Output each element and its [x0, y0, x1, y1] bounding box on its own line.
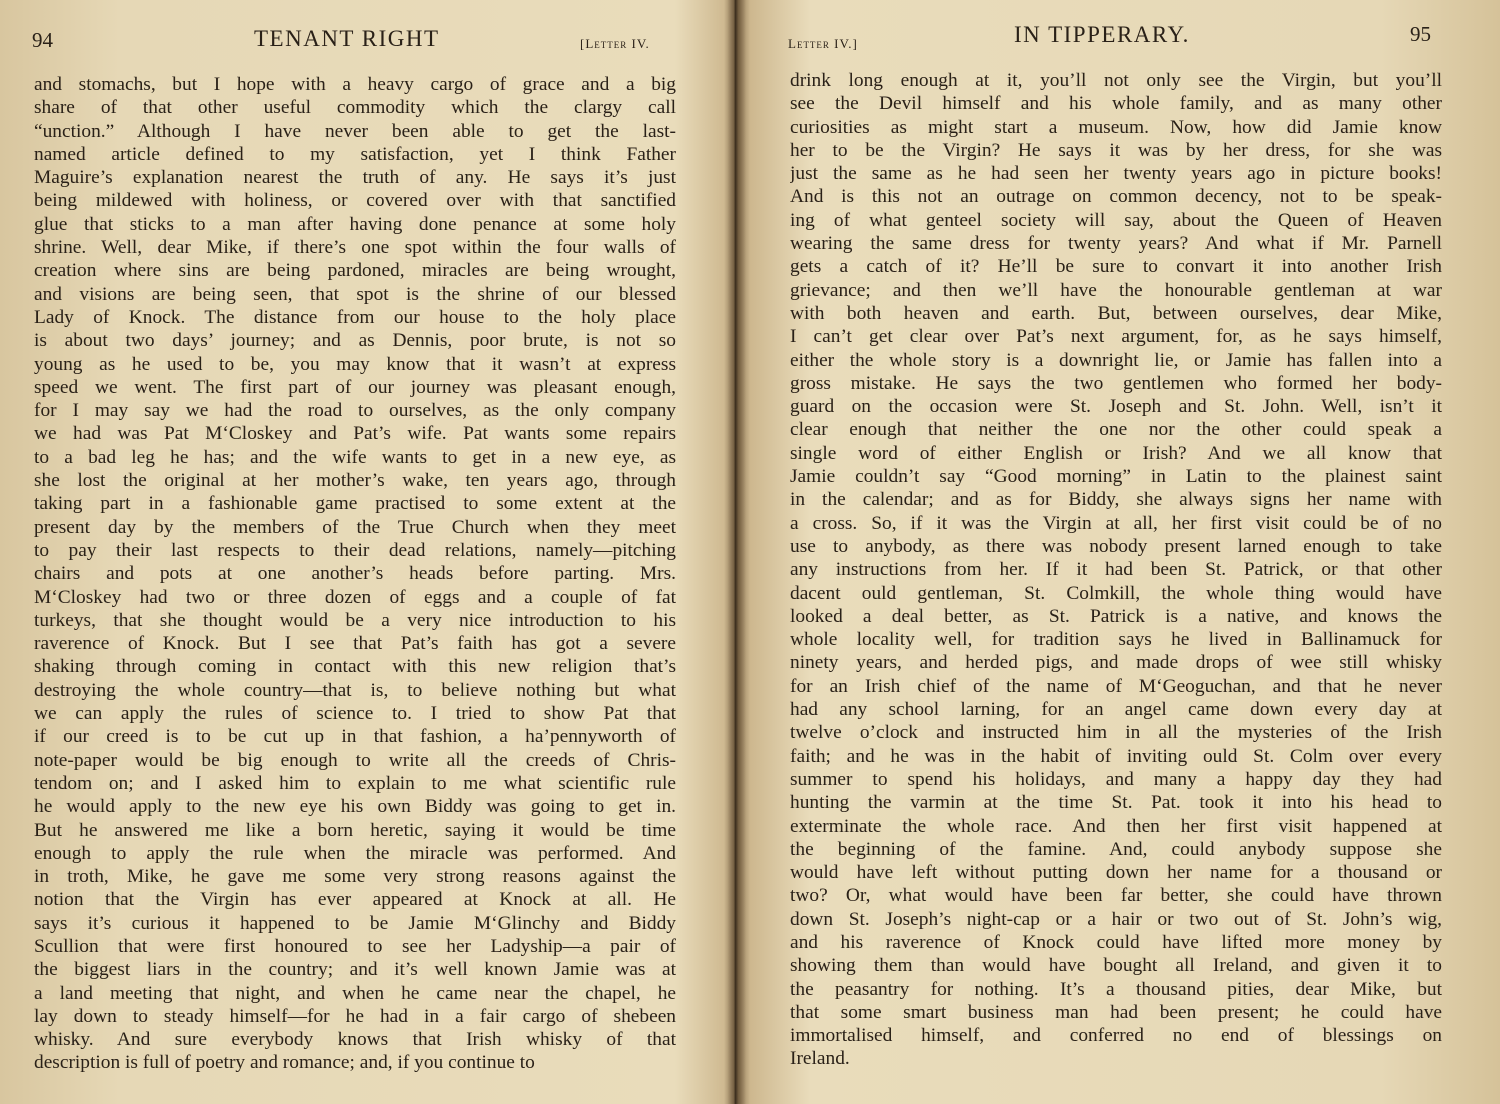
text-line: Maguire’s explanation nearest the truth of any. He says it’s just [34, 167, 676, 189]
text-line: either the whole story is a downright lie, or Jamie has fallen into a [790, 349, 1442, 371]
text-line: taking part in a fashionable game practised to some extent at the [34, 493, 676, 515]
text-line: curiosities as might start a museum. Now, how did Jamie know [790, 116, 1442, 138]
text-line: to pay their last respects to their dead relations, namely—pitching [34, 539, 676, 561]
text-line: showing them than would have bought all Ireland, and given it to [790, 955, 1442, 977]
text-line: in the calendar; and as for Biddy, she always signs her name with [790, 489, 1442, 511]
text-line: whole locality well, for tradition says he lived in Ballinamuck for [790, 629, 1442, 651]
right-page-body [790, 69, 1442, 1071]
text-line: note-paper would be big enough to write all the creeds of Chris- [34, 749, 676, 771]
left-page-body [34, 73, 676, 1075]
text-line: Scullion that were first honoured to see her Ladyship—a pair of [34, 935, 676, 957]
text-line: we had was Pat M‘Closkey and Pat’s wife. Pat wants some repairs [34, 423, 676, 445]
text-line: whisky. And sure everybody knows that Irish whisky of that [34, 1029, 676, 1051]
text-line: had any school larning, for an angel came down every day at [790, 699, 1442, 721]
text-line: a land meeting that night, and when he came near the chapel, he [34, 982, 676, 1004]
text-line: and visions are being seen, that spot is the shrine of our blessed [34, 283, 676, 305]
text-line: for an Irish chief of the name of M‘Geoguchan, and that he never [790, 675, 1442, 697]
text-line: turkeys, that she thought would be a very nice introduction to his [34, 609, 676, 631]
text-line: a cross. So, if it was the Virgin at all, her first visit could be of no [790, 512, 1442, 534]
text-line: drink long enough at it, you’ll not only see the Virgin, but you’ll [790, 70, 1442, 91]
text-line: with both heaven and earth. But, between ourselves, dear Mike, [790, 302, 1442, 324]
text-line: we can apply the rules of science to. I tried to show Pat that [34, 703, 676, 725]
left-page-number: 94 [32, 28, 53, 52]
text-line: faith; and he was in the habit of inviting ould St. Colm over every [790, 745, 1442, 767]
text-line: shrine. Well, dear Mike, if there’s one spot within the four walls of [34, 237, 676, 259]
text-line: young as he used to be, you may know that it wasn’t at express [34, 353, 676, 375]
text-line: creation where sins are being pardoned, miracles are being wrought, [34, 260, 676, 282]
text-line: if our creed is to be cut up in that fashion, a ha’pennyworth of [34, 726, 676, 748]
text-line: two? Or, what would have been far better, she could have thrown [790, 885, 1442, 907]
text-line: the biggest liars in the country; and it’s well known Jamie was at [34, 959, 676, 981]
text-line: Lady of Knock. The distance from our house to the holy place [34, 306, 676, 328]
text-line: says it’s curious it happened to be Jamie M‘Glinchy and Biddy [34, 912, 676, 934]
text-line: gross mistake. He says the two gentlemen who formed her body- [790, 372, 1442, 394]
text-line: ing of what genteel society will say, about the Queen of Heaven [790, 209, 1442, 231]
text-line: M‘Closkey had two or three dozen of eggs and a couple of fat [34, 586, 676, 608]
text-line: chairs and pots at one another’s heads before parting. Mrs. [34, 563, 676, 585]
text-line: raverence of Knock. But I see that Pat’s faith has got a severe [34, 633, 676, 655]
left-page-header [0, 24, 728, 64]
text-line: and stomachs, but I hope with a heavy cargo of grace and a big [34, 74, 676, 95]
text-line: he would apply to the new eye his own Biddy was going to get in. [34, 796, 676, 818]
text-line: lay down to steady himself—for he had in a fair cargo of shebeen [34, 1005, 676, 1027]
text-line: hunting the varmin at the time St. Pat. took it into his head to [790, 792, 1442, 814]
text-line: “unction.” Although I have never been able to get the last- [34, 120, 676, 142]
text-line: notion that the Virgin has ever appeared at Knock at all. He [34, 889, 676, 911]
text-line: for I may say we had the road to ourselves, as the only company [34, 400, 676, 422]
text-line: and his raverence of Knock could have lifted more money by [790, 931, 1442, 953]
text-line: use to anybody, as there was nobody present larned enough to take [790, 535, 1442, 557]
text-line: to a bad leg he has; and the wife wants to get in a new eye, as [34, 446, 676, 468]
text-line: see the Devil himself and his whole family, and as many other [790, 93, 1442, 115]
text-line: ninety years, and herded pigs, and made drops of wee still whisky [790, 652, 1442, 674]
text-line: shaking through coming in contact with this new religion that’s [34, 656, 676, 678]
left-letter-label: [Letter IV. [580, 36, 650, 51]
text-line: Jamie couldn’t say “Good morning” in Latin to the plainest saint [790, 466, 1442, 488]
text-line: enough to apply the rule when the miracle was performed. And [34, 842, 676, 864]
text-line: clear enough that neither the one nor the other could speak a [790, 419, 1442, 441]
text-line: grievance; and then we’ll have the honourable gentleman at war [790, 279, 1442, 301]
text-line: her to be the Virgin? He says it was by her dress, for she was [790, 139, 1442, 161]
text-line: tendom on; and I asked him to explain to me what scientific rule [34, 772, 676, 794]
text-line: would have left without putting down her name for a thousand or [790, 862, 1442, 884]
text-line: named article defined to my satisfaction, yet I think Father [34, 143, 676, 165]
text-line: immortalised himself, and conferred no end of blessings on [790, 1025, 1442, 1047]
text-line: just the same as he had seen her twenty years ago in picture books! [790, 163, 1442, 185]
text-line: glue that sticks to a man after having done penance at some holy [34, 213, 676, 235]
text-line: summer to spend his holidays, and many a happy day they had [790, 768, 1442, 790]
text-line: the peasantry for nothing. It’s a thousand pities, dear Mike, but [790, 978, 1442, 1000]
text-line: twelve o’clock and instructed him in all the mysteries of the Irish [790, 722, 1442, 744]
right-running-title: IN TIPPERARY. [1014, 22, 1190, 47]
text-line: being mildewed with holiness, or covered over with that sanctified [34, 190, 676, 212]
text-line: any instructions from her. If it had been St. Patrick, or that other [790, 559, 1442, 581]
text-line: But he answered me like a born heretic, saying it would be time [34, 819, 676, 841]
right-page [742, 0, 1500, 1104]
text-line: the beginning of the famine. And, could anybody suppose she [790, 838, 1442, 860]
text-line: single word of either English or Irish? And we all know that [790, 442, 1442, 464]
right-page-number: 95 [1410, 22, 1431, 46]
text-line: I can’t get clear over Pat’s next argument, for, as he says himself, [790, 326, 1442, 348]
text-line: in troth, Mike, he gave me some very strong reasons against the [34, 866, 676, 888]
left-page [0, 0, 728, 1104]
text-line: guard on the occasion were St. Joseph and St. John. Well, isn’t it [790, 396, 1442, 418]
left-running-title: TENANT RIGHT [254, 26, 440, 51]
text-line: share of that other useful commodity which the clargy call [34, 97, 676, 119]
text-line: gets a catch of it? He’ll be sure to convart it into another Irish [790, 256, 1442, 278]
text-line: dacent ould gentleman, St. Colmkill, the whole thing would have [790, 582, 1442, 604]
text-line: looked a deal better, as St. Patrick is a native, and knows the [790, 605, 1442, 627]
text-line: she lost the original at her mother’s wake, ten years ago, through [34, 470, 676, 492]
text-line: destroying the whole country—that is, to believe nothing but what [34, 679, 676, 701]
text-line: exterminate the whole race. And then her first visit happened at [790, 815, 1442, 837]
text-line: speed we went. The first part of our journey was pleasant enough, [34, 376, 676, 398]
text-line: is about two days’ journey; and as Dennis, poor brute, is not so [34, 330, 676, 352]
text-line: present day by the members of the True Church when they meet [34, 516, 676, 538]
text-line: down St. Joseph’s night-cap or a hair or two out of St. John’s wig, [790, 908, 1442, 930]
text-line: description is full of poetry and romance; and, if you continue to [34, 1052, 535, 1074]
right-page-header [742, 20, 1500, 60]
text-line: And is this not an outrage on common decency, not to be speak- [790, 186, 1442, 208]
text-line: Ireland. [790, 1048, 850, 1070]
text-line: wearing the same dress for twenty years? And what if Mr. Parnell [790, 233, 1442, 255]
text-line: that some smart business man had been present; he could have [790, 1001, 1442, 1023]
right-letter-label: Letter IV.] [788, 36, 858, 51]
